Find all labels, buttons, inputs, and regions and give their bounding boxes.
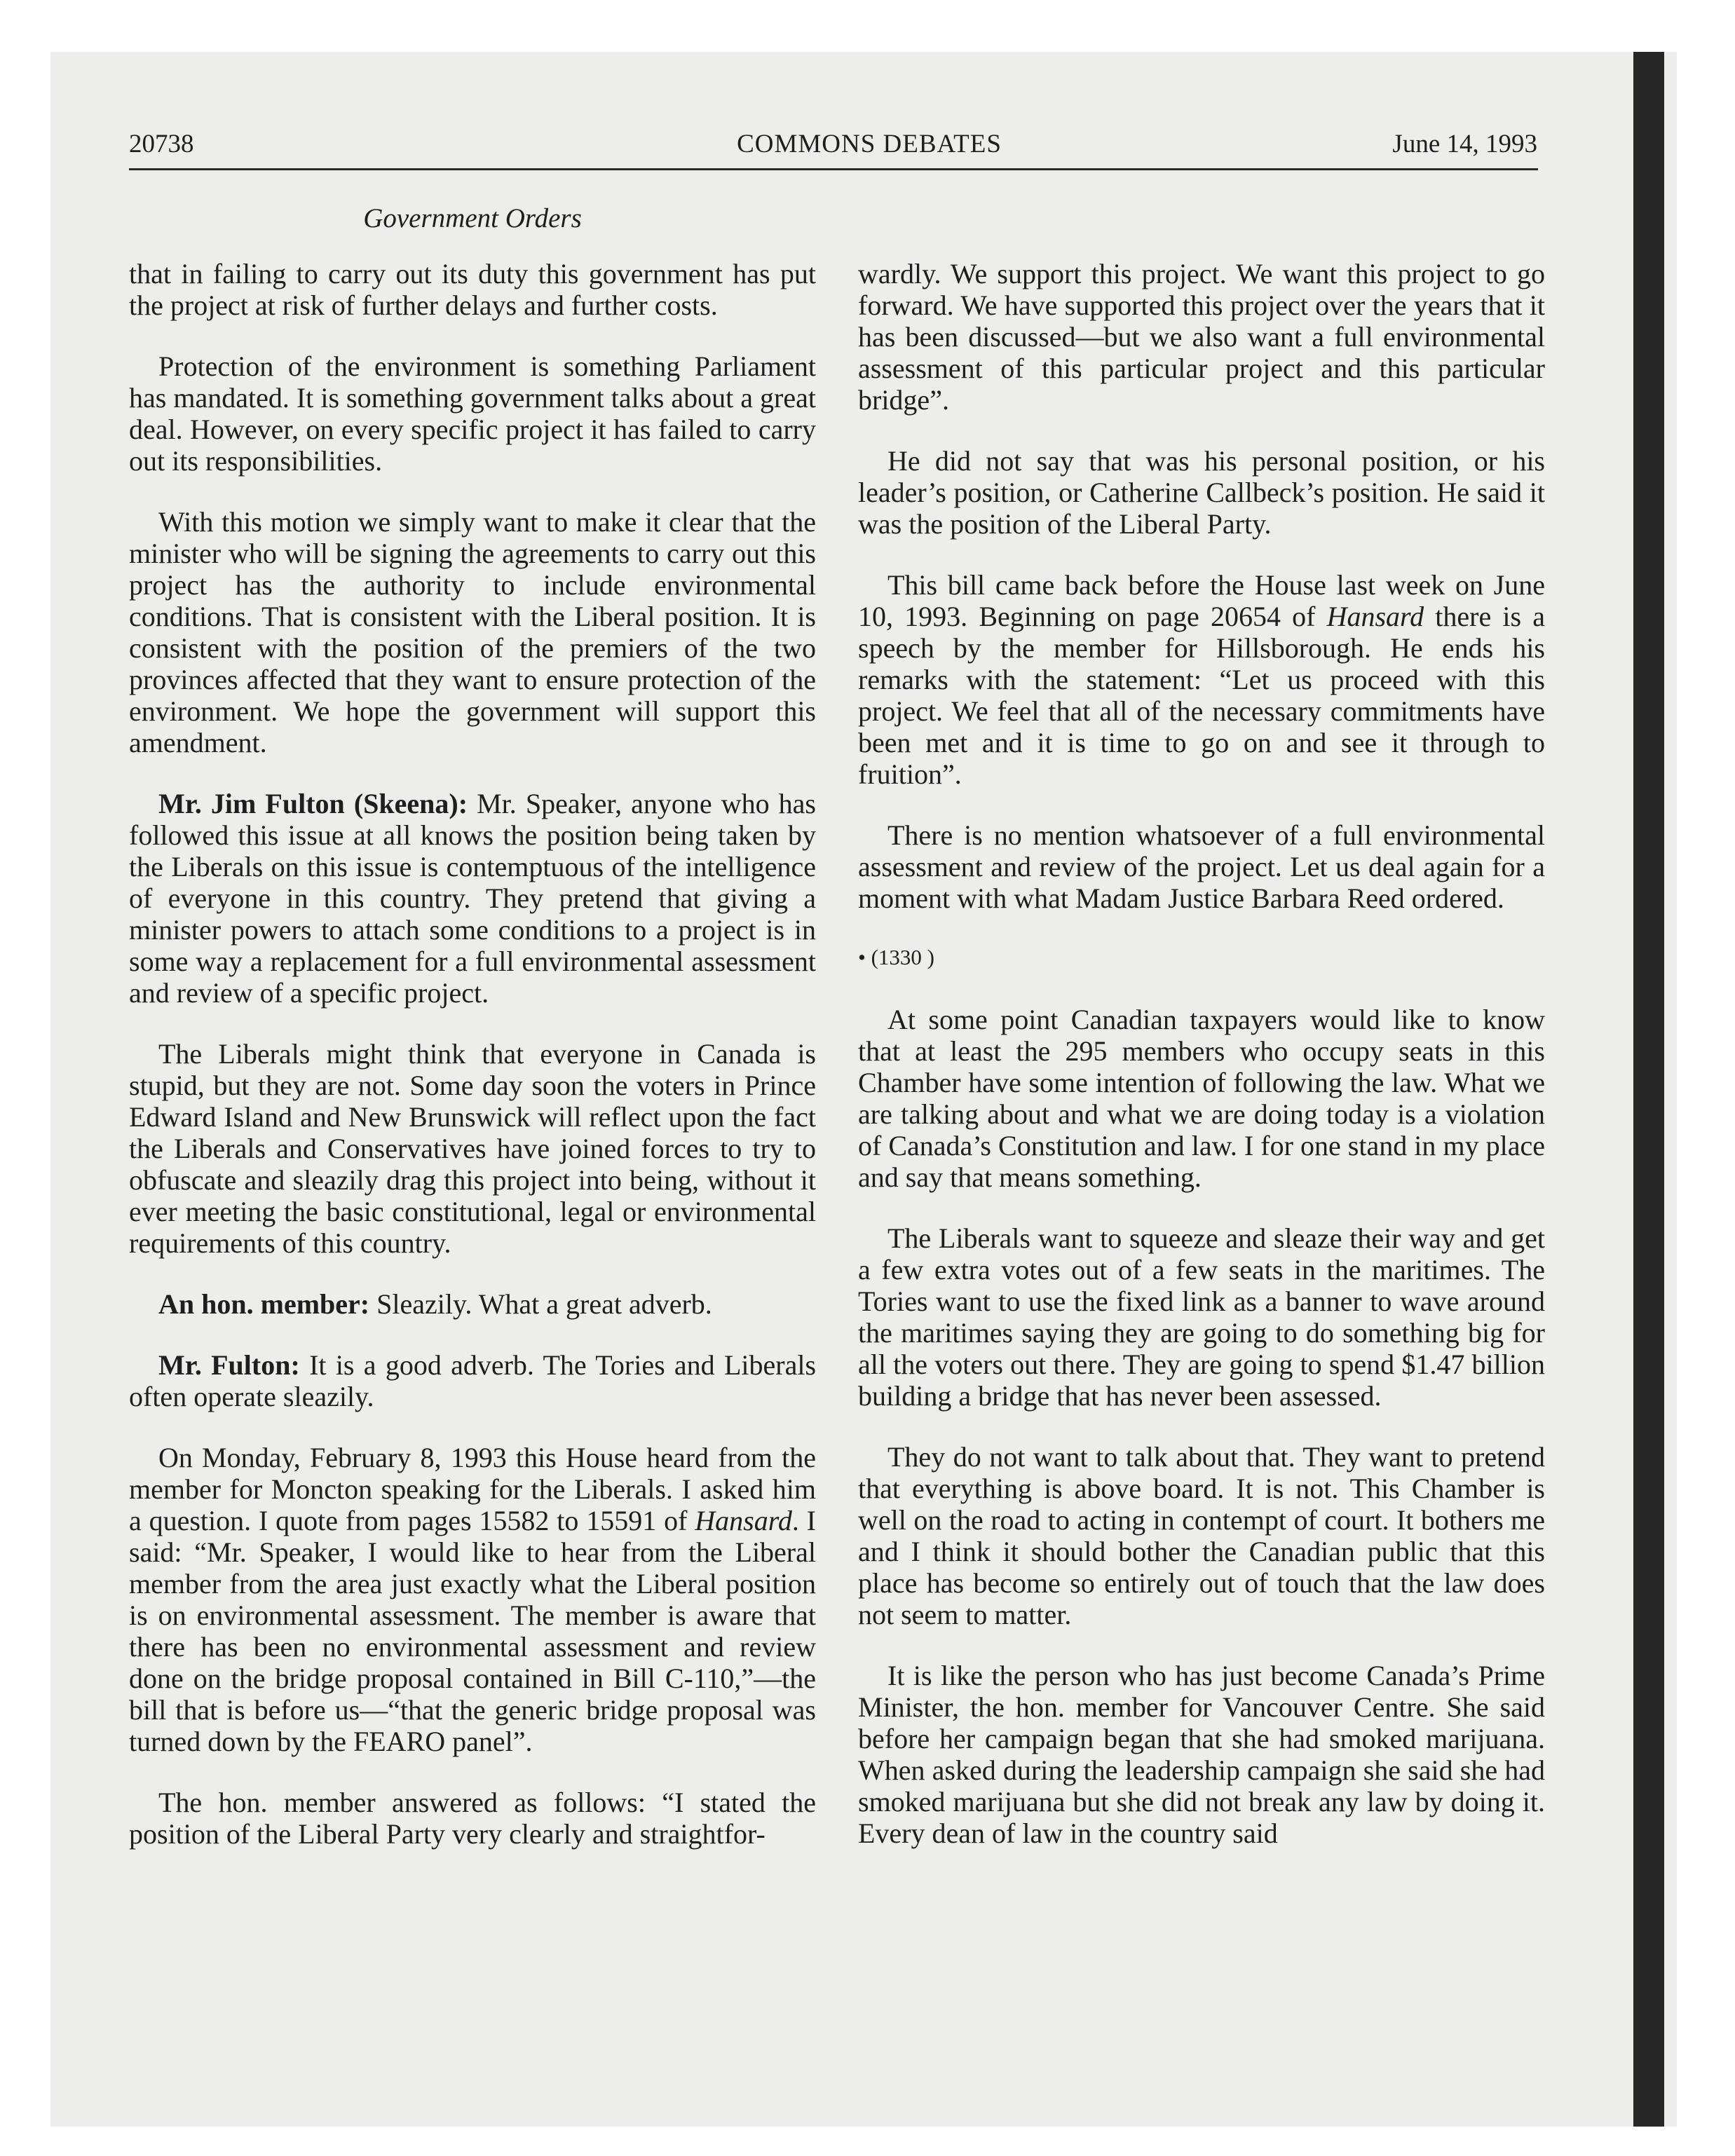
paragraph: wardly. We support this project. We want this project to go forward. We have supported this project over the years that it has been discussed—but we also want a full environmental assessment of this particular project and this particular bridge”. <box>858 258 1545 416</box>
paragraph: They do not want to talk about that. They want to pretend that everything is above board. It is not. This Chamber is well on the road to acting in contempt of court. It bothers me and I think it should bother the Canadian public that this place has become so entirely out of touch that the law does not seem to matter. <box>858 1441 1545 1630</box>
paragraph: He did not say that was his personal position, or his leader’s position, or Catherine Callbeck’s position. He said it was the position of the Liberal Party. <box>858 445 1545 540</box>
page-date: June 14, 1993 <box>1392 130 1537 158</box>
paragraph: The Liberals might think that everyone in Canada is stupid, but they are not. Some day soon the voters in Prince Edward Island and New Brunswick will reflect upon the fact the Liberals and Conservatives have joined forces to try to obfuscate and sleazily drag this project into being, without it ever meeting the basic constitutional, legal or environmental requirements of this country. <box>129 1038 816 1259</box>
speaker-name: An hon. member: <box>158 1288 370 1320</box>
scan-edge-shadow <box>1633 52 1664 2127</box>
speaker-name: Mr. Jim Fulton (Skeena): <box>158 788 468 819</box>
speech-text: Sleazily. What a great adverb. <box>369 1288 712 1320</box>
text-run: On Monday, February 8, 1993 this House heard from the member for Moncton speaking for the Liberals. I asked him a question. I quote from pages 15582 to 15591 of <box>129 1442 816 1536</box>
speech-paragraph <box>129 1349 816 1412</box>
speech-paragraph <box>129 788 816 1009</box>
paragraph: At some point Canadian taxpayers would like to know that at least the 295 members who occupy seats in this Chamber have some intention of following the law. What we are talking about and what we are doing today is a violation of Canada’s Constitution and law. I for one stand in my place and say that means something. <box>858 1004 1545 1193</box>
speech-text: Mr. Speaker, anyone who has followed this issue at all knows the position being taken by the Liberals on this issue is contemptuous of the intelligence of everyone in this country. They pretend that giving a minister powers to attach some conditions to a project is in some way a replacement for a full environmental assessment and review of a specific project. <box>129 788 816 1009</box>
paragraph <box>858 569 1545 790</box>
paragraph: The hon. member answered as follows: “I stated the position of the Liberal Party very clearly and straightfor- <box>129 1787 816 1850</box>
paragraph: The Liberals want to squeeze and sleaze their way and get a few extra votes out of a few seats in the maritimes. The Tories want to use the fixed link as a banner to wave around the maritimes saying they are going to do something big for all the voters out there. They are going to spend $1.47 billion building a bridge that has never been assessed. <box>858 1222 1545 1412</box>
hansard-reference: Hansard <box>1326 601 1424 632</box>
paragraph: Protection of the environment is something Parliament has mandated. It is something government talks about a great deal. However, on every specific project it has failed to carry out its responsibilities. <box>129 350 816 477</box>
speaker-name: Mr. Fulton: <box>158 1349 300 1381</box>
paragraph: With this motion we simply want to make it clear that the minister who will be signing the agreements to carry out this project has the authority to include environmental conditions. That is consistent with the Liberal position. It is consistent with the position of the premiers of the two provinces affected that they want to ensure protection of the environment. We hope the government will support this amendment. <box>129 506 816 758</box>
time-marker: • (1330 ) <box>858 945 934 969</box>
speech-text: It is a good adverb. The Tories and Liberals often operate sleazily. <box>129 1349 817 1412</box>
right-column <box>858 258 1545 1878</box>
section-title: Government Orders <box>363 203 582 233</box>
text-run: . I said: “Mr. Speaker, I would like to hear from the Liberal member from the area just exactly what the Liberal position is on environmental assessment. The member is aware that there has been no environmental assessment and review done on the bridge proposal contained in Bill C-110,”—the bill that is before us—“that the generic bridge proposal was turned down by the FEARO panel”. <box>129 1505 817 1757</box>
hansard-reference: Hansard <box>695 1505 792 1536</box>
paragraph: It is like the person who has just become Canada’s Prime Minister, the hon. member for Vancouver Centre. She said before her campaign began that she had smoked marijuana. When asked during the leadership campaign she said she had smoked marijuana but she did not break any law by doing it. Every dean of law in the country said <box>858 1660 1545 1849</box>
left-column <box>129 258 816 1879</box>
paragraph <box>129 1442 816 1757</box>
text-run: This bill came back before the House last week on June 10, 1993. Beginning on page 20654 of <box>858 569 1545 632</box>
page-number: 20738 <box>129 130 194 158</box>
header-rule <box>129 168 1538 170</box>
paragraph: There is no mention whatsoever of a full environmental assessment and review of the project. Let us deal again for a moment with what Madam Justice Barbara Reed ordered. <box>858 819 1545 914</box>
speech-paragraph <box>129 1288 816 1320</box>
text-run: there is a speech by the member for Hillsborough. He ends his remarks with the statement: “Let us proceed with this project. We feel that all of the necessary commitments have been met and it is time to go on and see it through to fruition”. <box>858 601 1545 790</box>
running-title: COMMONS DEBATES <box>737 130 1002 158</box>
paragraph: that in failing to carry out its duty this government has put the project at risk of further delays and further costs. <box>129 258 816 321</box>
